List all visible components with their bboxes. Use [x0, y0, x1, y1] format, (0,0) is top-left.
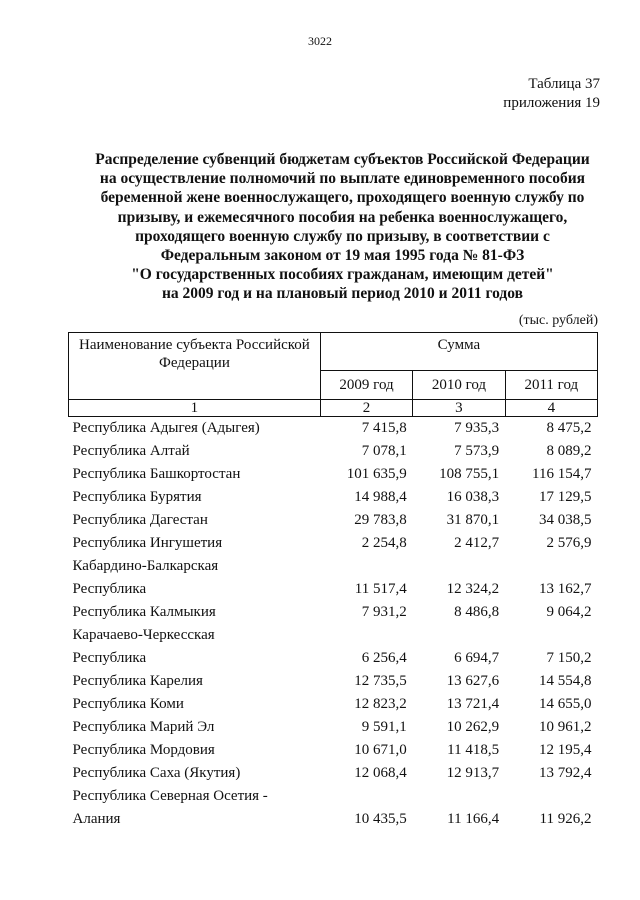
value-2011-cell	[505, 785, 597, 808]
table-row	[69, 716, 598, 739]
subject-name-cell: Республика Бурятия	[72, 489, 202, 505]
subject-name-cell: Республика	[72, 581, 147, 597]
value-2011-cell: 13 792,4	[539, 765, 592, 781]
value-2010-cell	[413, 785, 505, 808]
value-2010-cell: 31 870,1	[446, 512, 500, 528]
value-2010-cell: 2 412,7	[454, 535, 500, 551]
table-row	[69, 555, 598, 578]
value-2011-cell: 14 554,8	[539, 673, 592, 689]
value-2010-cell: 8 486,8	[454, 604, 500, 620]
subject-name-cell: Республика Коми	[72, 696, 184, 712]
subject-name-cell: Кабардино-Балкарская	[72, 558, 219, 574]
table-row	[69, 440, 598, 463]
value-2011-cell	[505, 624, 597, 647]
value-2010-cell: 7 573,9	[454, 443, 500, 459]
value-2011-cell: 11 926,2	[539, 811, 592, 827]
subject-name-cell: Алания	[72, 811, 121, 827]
subject-name-cell: Республика Дагестан	[72, 512, 208, 528]
value-2010-cell: 10 262,9	[446, 719, 500, 735]
value-2009-cell: 12 735,5	[354, 673, 407, 689]
subject-name-cell: Республика Ингушетия	[72, 535, 223, 551]
subject-name-cell: Республика Саха (Якутия)	[72, 765, 241, 781]
value-2009-cell: 101 635,9	[346, 466, 407, 482]
subject-name-cell: Карачаево-Черкесская	[72, 627, 215, 643]
header-year-2009: 2009 год	[320, 371, 412, 400]
subject-name-cell: Республика Адыгея (Адыгея)	[72, 420, 260, 436]
value-2010-cell	[413, 555, 505, 578]
table-row	[69, 509, 598, 532]
value-2011-cell: 10 961,2	[539, 719, 592, 735]
value-2010-cell: 108 755,1	[439, 466, 500, 482]
table-body	[69, 417, 598, 832]
header-subject-name: Наименование субъекта Российской Федерации	[69, 333, 321, 400]
value-2009-cell: 2 254,8	[361, 535, 407, 551]
subject-name-cell: Республика Алтай	[72, 443, 190, 459]
table-reference	[503, 75, 600, 113]
table-row	[69, 808, 598, 831]
value-2010-cell: 6 694,7	[454, 650, 500, 666]
value-2009-cell: 10 435,5	[354, 811, 407, 827]
value-2010-cell	[413, 624, 505, 647]
document-title	[60, 150, 625, 304]
subsidy-table	[68, 332, 598, 831]
subject-name-cell: Республика Калмыкия	[72, 604, 216, 620]
table-row	[69, 486, 598, 509]
value-2009-cell	[320, 785, 412, 808]
value-2009-cell: 7 415,8	[361, 420, 407, 436]
value-2011-cell: 116 154,7	[532, 466, 592, 482]
value-2011-cell: 2 576,9	[546, 535, 592, 551]
title-line: беременной жене военнослужащего, проходящего военную службу по	[100, 189, 585, 207]
value-2010-cell: 11 166,4	[447, 811, 500, 827]
table-number: Таблица 37	[528, 76, 600, 92]
header-sum: Сумма	[320, 333, 597, 371]
value-2010-cell: 16 038,3	[446, 489, 500, 505]
value-2009-cell: 10 671,0	[354, 742, 407, 758]
table-row	[69, 785, 598, 808]
table-row	[69, 647, 598, 670]
value-2010-cell: 12 324,2	[446, 581, 500, 597]
value-2010-cell: 7 935,3	[454, 420, 500, 436]
title-line: проходящего военную службу по призыву, в соответствии с	[135, 227, 550, 245]
table-row	[69, 739, 598, 762]
value-2009-cell: 12 823,2	[354, 696, 407, 712]
value-2009-cell: 12 068,4	[354, 765, 407, 781]
table-row	[69, 624, 598, 647]
value-2011-cell: 12 195,4	[539, 742, 592, 758]
value-2011-cell: 17 129,5	[539, 489, 592, 505]
value-2011-cell: 8 475,2	[546, 420, 592, 436]
value-2011-cell: 8 089,2	[546, 443, 592, 459]
value-2011-cell	[505, 555, 597, 578]
title-line: "О государственных пособиях гражданам, имеющим детей"	[131, 266, 554, 284]
units-label: (тыс. рублей)	[518, 313, 598, 328]
subject-name-cell: Республика	[72, 650, 147, 666]
title-line: Распределение субвенций бюджетам субъектов Российской Федерации	[95, 151, 590, 168]
value-2011-cell: 7 150,2	[546, 650, 592, 666]
value-2010-cell: 12 913,7	[446, 765, 500, 781]
value-2009-cell	[320, 624, 412, 647]
table-row	[69, 532, 598, 555]
subject-name-cell: Республика Северная Осетия -	[72, 788, 268, 804]
value-2011-cell: 14 655,0	[539, 696, 592, 712]
value-2009-cell: 14 988,4	[354, 489, 407, 505]
title-line: на 2009 год и на плановый период 2010 и 2011 годов	[161, 285, 524, 303]
value-2011-cell: 9 064,2	[546, 604, 592, 620]
header-year-2010: 2010 год	[413, 371, 505, 400]
column-number: 3	[413, 400, 505, 417]
header-year-2011: 2011 год	[505, 371, 597, 400]
subject-name-cell: Республика Марий Эл	[72, 719, 215, 735]
value-2009-cell: 6 256,4	[361, 650, 407, 666]
table-row	[69, 670, 598, 693]
value-2009-cell	[320, 555, 412, 578]
title-line: Федеральным законом от 19 мая 1995 года № 81-ФЗ	[160, 247, 525, 265]
table-row	[69, 417, 598, 441]
column-number: 4	[505, 400, 597, 417]
subject-name-cell: Республика Мордовия	[72, 742, 215, 758]
value-2009-cell: 7 078,1	[361, 443, 407, 459]
table-row	[69, 463, 598, 486]
value-2009-cell: 9 591,1	[361, 719, 407, 735]
table-row	[69, 578, 598, 601]
table-row	[69, 693, 598, 716]
page-number: 3022	[308, 34, 332, 48]
title-line: на осуществление полномочий по выплате единовременного пособия	[99, 170, 586, 188]
title-line: призыву, и ежемесячного пособия на ребенка военнослужащего,	[117, 208, 568, 226]
value-2010-cell: 13 627,6	[446, 673, 500, 689]
value-2009-cell: 7 931,2	[361, 604, 407, 620]
subject-name-cell: Республика Карелия	[72, 673, 203, 689]
column-number: 2	[320, 400, 412, 417]
value-2010-cell: 11 418,5	[447, 742, 500, 758]
appendix-number: приложения 19	[503, 95, 600, 111]
table-row	[69, 601, 598, 624]
value-2011-cell: 34 038,5	[539, 512, 592, 528]
value-2011-cell: 13 162,7	[539, 581, 592, 597]
table-row	[69, 762, 598, 785]
value-2009-cell: 29 783,8	[354, 512, 407, 528]
subject-name-cell: Республика Башкортостан	[72, 466, 241, 482]
value-2009-cell: 11 517,4	[354, 581, 407, 597]
value-2010-cell: 13 721,4	[446, 696, 500, 712]
column-number: 1	[69, 400, 321, 417]
